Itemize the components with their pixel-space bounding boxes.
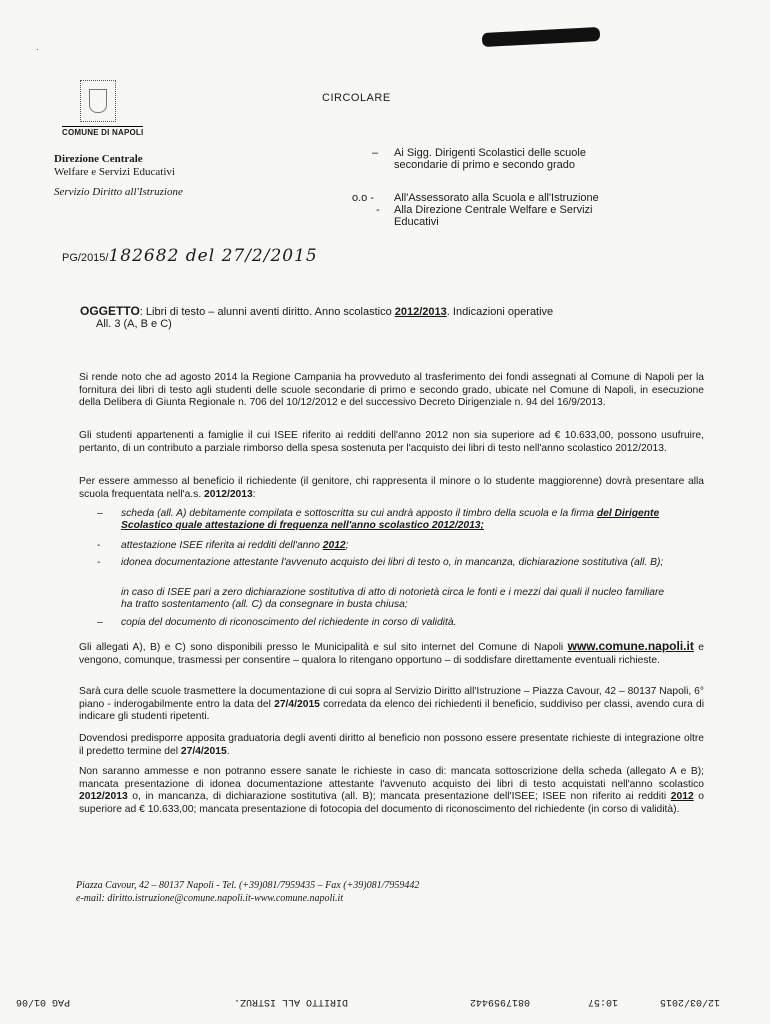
paragraph-1: Si rende noto che ad agosto 2014 la Regione Campania ha provveduto al trasferimento dei fondi assegnati al Comune di Napoli per la fornitura dei libri di testo agli studenti delle scuole secondarie di primo e secondo grado, ubicate nel Comune di Napoli, in esecuzione della Delibera di Giunta Regionale n. 706 del 10/12/2012 e del successivo Decreto Dirigenziale n. 94 del 16/9/2013. [79,372,704,409]
fax-number: 0817959442 [470,996,531,1007]
recipient-dash: o.o - [352,192,375,204]
website-link[interactable]: www.comune.napoli.it [567,639,694,653]
bullet-dash: – [97,508,103,519]
bullet-isee: attestazione ISEE riferita ai redditi dell'anno 2012; [121,540,349,551]
fax-page: PAG 01/06 [16,996,71,1007]
fax-time: 10:57 [588,996,619,1007]
protocol-number [62,246,318,266]
bullet-documento: copia del documento di riconoscimento del richiedente in corso di validità. [121,617,457,628]
subject-year: 2012/2013 [394,306,447,318]
subject-label: OGGETTO [80,304,140,318]
bullet-dash: - [97,557,101,568]
recipient-dash: – [372,147,379,159]
protocol-handwritten: 182682 del 27/2/2015 [108,246,318,266]
recipient-direzione: Alla Direzione Centrale Welfare e Servizi Educativi [394,204,593,228]
servizio-label: Servizio Diritto all'Istruzione [54,186,183,198]
fax-date: 12/03/2015 [660,996,721,1007]
bullet-scheda: scheda (all. A) debitamente compilata e sottoscritta su cui andrà apposto il timbro della scuola e la firma del Dirigente Scolastico quale attestazione di frequenza nell'anno scolastico 2012/2013; [121,508,660,532]
direzione-centrale: Direzione Centrale [54,153,143,165]
bullet-documentazione: idonea documentazione attestante l'avvenuto acquisto dei libri di testo o, in mancanza, dichiarazione sostitutiva (all. B); [121,557,664,568]
footer-email: e-mail: diritto.istruzione@comune.napoli.it-www.comune.napoli.it [76,893,344,904]
paragraph-3: Per essere ammesso al beneficio il richiedente (il genitore, chi rappresenta il minore o lo studente maggiorenne) dovrà presentare alla scuola frequentata nell'a.s. 2012/2013: [79,476,704,500]
bullet-dash: - [97,540,101,551]
protocol-prefix: PG/2015/ [62,252,109,264]
footer-address: Piazza Cavour, 42 – 80137 Napoli - Tel. (+39)081/7959435 – Fax (+39)081/7959442 [76,880,420,891]
bullet-dash: – [97,617,103,628]
recipient-dash: - [376,204,380,216]
paragraph-4: Gli allegati A), B) e C) sono disponibili presso le Municipalità e sul sito internet del Comune di Napoli www.comune.napoli.it e vengono, comunque, trasmessi per consentire – qualora lo ritengano opportuno – di soddisfare direttamente eventuali richieste. [79,639,704,666]
subject-line: OGGETTO: Libri di testo – alunni aventi diritto. Anno scolastico 2012/2013. Indicazioni operative [80,304,554,318]
comune-label: COMUNE DI NAPOLI [62,128,144,137]
subject-attachments: All. 3 (A, B e C) [96,318,172,330]
paragraph-5: Sarà cura delle scuole trasmettere la documentazione di cui sopra al Servizio Diritto all'Istruzione – Piazza Cavour, 42 – 80137 Napoli, 6° piano - inderogabilmente entro la data del 27/4/2015 corredata da elenco dei richiedenti il beneficio, suddiviso per classi, avendo cura di indicare gli studenti ripetenti. [79,686,704,723]
recipient-assessorato: All'Assessorato alla Scuola e all'Istruzione [394,192,599,204]
document-type: CIRCOLARE [322,92,391,104]
fax-sender: DIRITTO ALL ISTRUZ. [234,996,349,1007]
paragraph-7: Non saranno ammesse e non potranno essere sanate le richieste in caso di: mancata sottoscrizione della scheda (allegato A e B); mancata presentazione di idonea documentazione attestante l'avvenuto acquisto dei libri di testo acquistati nell'anno scolastico 2012/2013 o, in mancanza, di dichiarazione sostitutiva (all. B); mancata presentazione dell'ISEE; ISEE non riferito ai redditi 2012 o superiore ad € 10.633,00; mancata presentazione di fotocopia del documento di riconoscimento del richiedente (in corso di validità). [79,766,705,815]
fax-header-upside-down [0,996,770,1020]
coat-of-arms-icon [80,80,116,122]
scan-mark: · [36,44,39,54]
redaction-mark [482,27,601,47]
recipient-dirigenti: Ai Sigg. Dirigenti Scolastici delle scuole secondarie di primo e secondo grado [394,147,586,171]
welfare-label: Welfare e Servizi Educativi [54,166,175,178]
paragraph-6: Dovendosi predisporre apposita graduatoria degli aventi diritto al beneficio non possono essere presentate richieste di integrazione oltre il predetto termine del 27/4/2015. [79,733,704,757]
bullet-isee-zero: in caso di ISEE pari a zero dichiarazione sostitutiva di atto di notorietà circa le fonti e i mezzi dai quali il nucleo familiare ha tratto sostentamento (all. C) da consegnare in busta chiusa; [121,587,665,611]
paragraph-2: Gli studenti appartenenti a famiglie il cui ISEE riferito ai redditi dell'anno 2012 non sia superiore ad € 10.633,00, possono usufruire, pertanto, di un contributo a parziale rimborso della spesa sostenuta per l'acquisto dei libri di testo nell'anno scolastico 2012/2013. [79,430,704,454]
